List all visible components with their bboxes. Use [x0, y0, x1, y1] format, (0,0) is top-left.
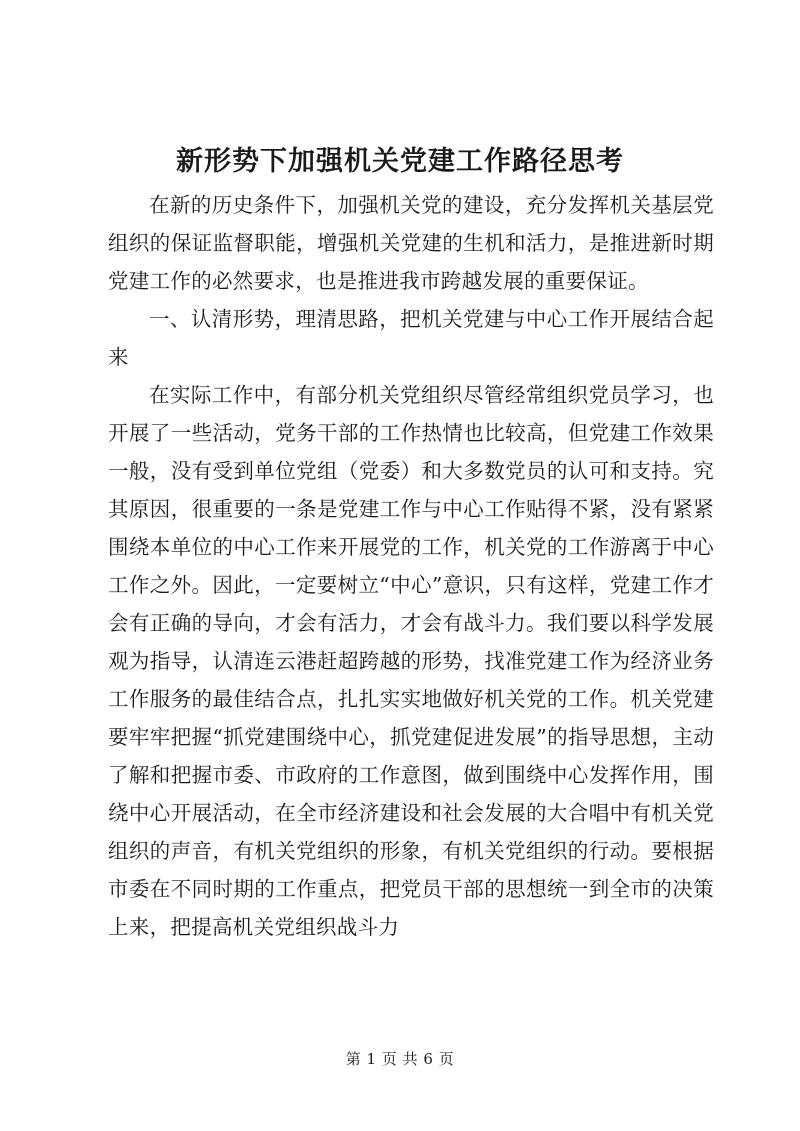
document-body	[108, 186, 714, 946]
document-title: 新形势下加强机关党建工作路径思考	[176, 146, 624, 177]
page-number-footer: 第 1 页 共 6 页	[345, 1050, 455, 1068]
section-heading: 一、认清形势，理清思路，把机关党建与中心工作开展结合起来	[108, 307, 714, 369]
body-paragraph: 在实际工作中，有部分机关党组织尽管经常组织党员学习，也开展了一些活动，党务干部的工作热情也比较高，但党建工作效果一般，没有受到单位党组（党委）和大多数党员的认可和支持。究其原因，很重要的一条是党建工作与中心工作贴得不紧，没有紧紧围绕本单位的中心工作来开展党的工作，机关党的工作游离于中心工作之外。因此，一定要树立“中心”意识，只有这样，党建工作才会有正确的导向，才会有活力，才会有战斗力。我们要以科学发展观为指导，认清连云港赶超跨越的形势，找准党建工作为经济业务工作服务的最佳结合点，扎扎实实地做好机关党的工作。机关党建要牢牢把握“抓党建围绕中心，抓党建促进发展”的指导思想，主动了解和把握市委、市政府的工作意图，做到围绕中心发挥作用，围绕中心开展活动，在全市经济建设和社会发展的大合唱中有机关党组织的声音，有机关党组织的形象，有机关党组织的行动。要根据市委在不同时期的工作重点，把党员干部的思想统一到全市的决策上来，把提高机关党组织战斗力	[108, 383, 714, 939]
intro-paragraph: 在新的历史条件下，加强机关党的建设，充分发挥机关基层党组织的保证监督职能，增强机关党建的生机和活力，是推进新时期党建工作的必然要求，也是推进我市跨越发展的重要保证。	[108, 193, 714, 293]
